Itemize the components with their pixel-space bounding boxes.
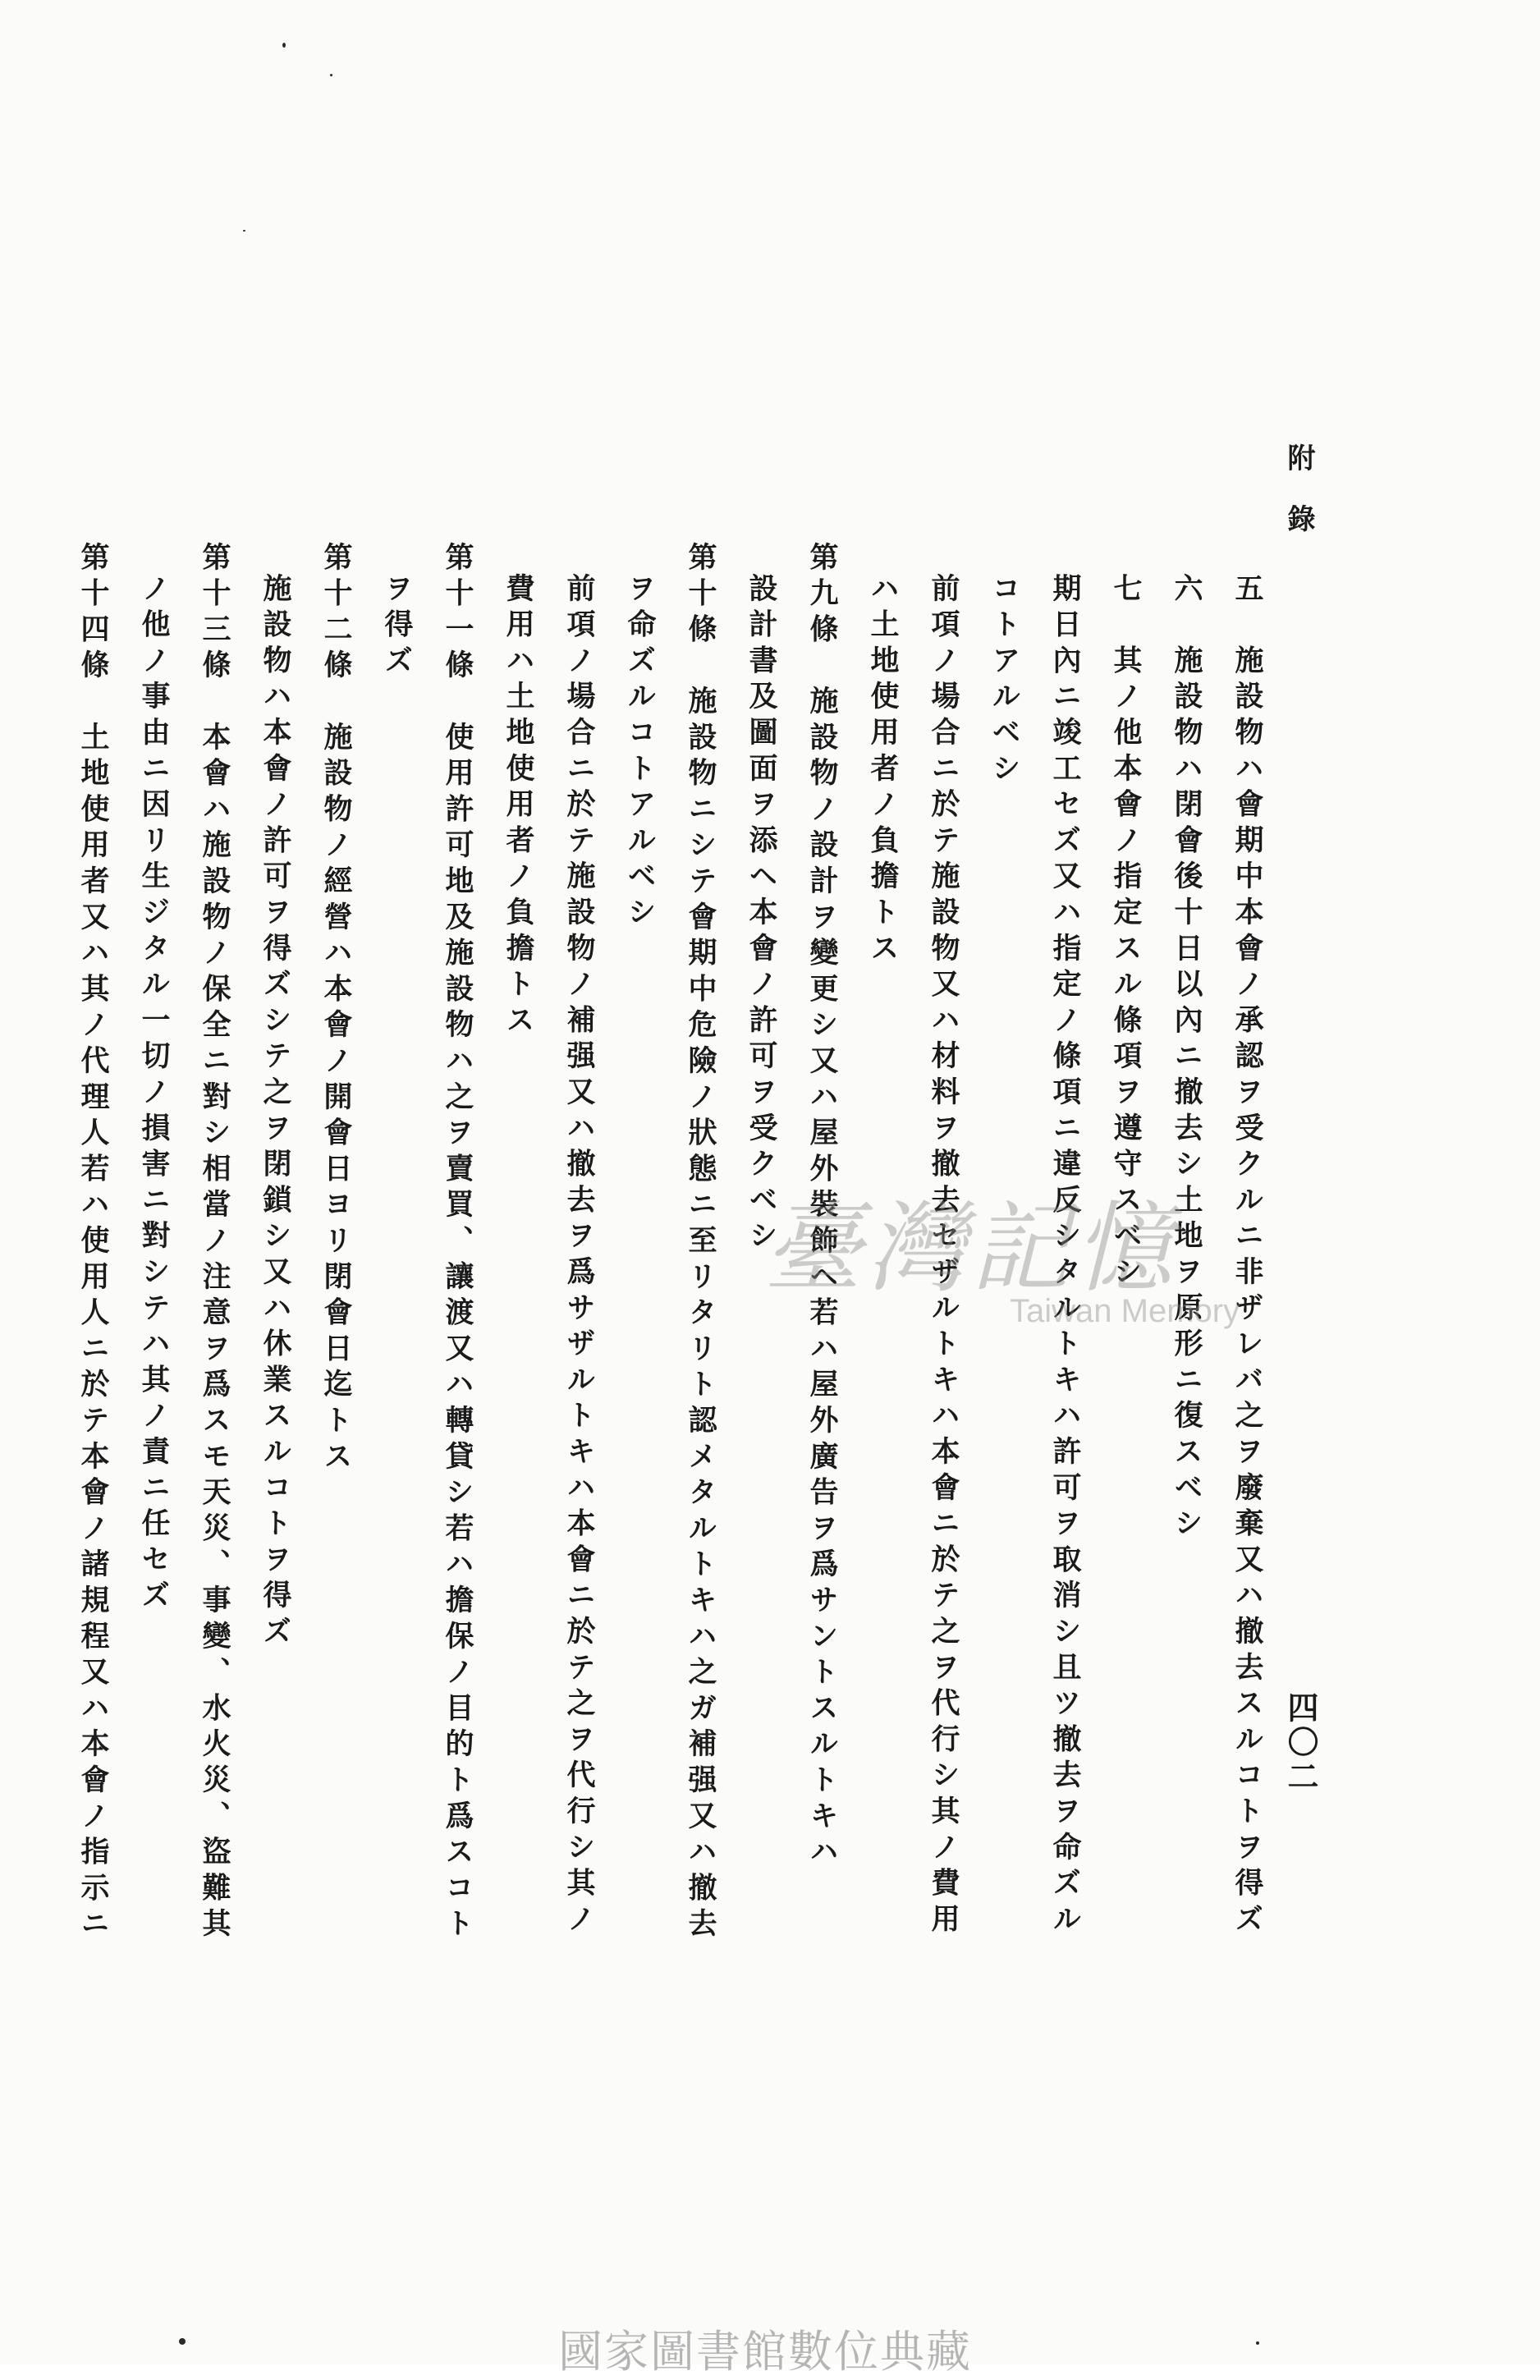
body-column: 前項ノ場合ニ於テ施設物ノ補强又ハ撤去ヲ爲サザルトキハ本會ニ於テ之ヲ代行シ其ノ [562,573,596,1940]
body-column: 第九條 施設物ノ設計ヲ變更シ又ハ屋外裝飾ヘ若ハ屋外廣告ヲ爲サントスルトキハ [805,542,839,1873]
body-column: ヲ命ズルコトアルベシ [623,573,657,933]
body-column: 第十四條 土地使用者又ハ其ノ代理人若ハ使用人ニ於テ本會ノ諸規程又ハ本會ノ指示ニ [76,542,110,1945]
body-column: 施設物ハ本會ノ許可ヲ得ズシテ之ヲ閉鎖シ又ハ休業スルコトヲ得ズ [259,573,292,1652]
body-column: コトアルベシ [988,573,1021,789]
body-column: 前項ノ場合ニ於テ施設物又ハ材料ヲ撤去セザルトキハ本會ニ於テ之ヲ代行シ其ノ費用 [927,573,960,1940]
scan-speck [243,230,245,232]
body-column: ヲ得ズ [380,573,414,681]
watermark-main-text: 臺灣記憶 [763,1192,1177,1306]
scan-speck [330,74,332,76]
section-label: 附錄 [1282,443,1315,565]
page-number: 四〇二 [1282,1691,1319,1795]
body-column: 第十條 施設物ニシテ會期中危險ノ狀態ニ至リタリト認メタルトキハ之ガ補强又ハ撤去 [684,542,717,1945]
archive-footer-label: 國家圖書館數位典藏 [558,2326,972,2378]
body-column: ハ土地使用者ノ負擔トス [866,573,900,969]
scan-speck [1256,2341,1259,2345]
body-column: 七 其ノ他本會ノ指定スル條項ヲ遵守スベシ [1109,573,1143,1292]
body-column: 第十二條 施設物ノ經營ハ本會ノ開會日ヨリ閉會日迄トス [319,542,353,1477]
body-column: 五 施設物ハ會期中本會ノ承認ヲ受クルニ非ザレバ之ヲ廢棄又ハ撤去スルコトヲ得ズ [1231,573,1264,1940]
scan-speck [282,43,286,48]
body-column: 第十一條 使用許可地及施設物ハ之ヲ賣買、讓渡又ハ轉貸シ若ハ擔保ノ目的ト爲スコト [441,542,474,1945]
body-column: 費用ハ土地使用者ノ負擔トス [502,573,535,1041]
watermark [763,1170,1289,1351]
scan-speck [179,2338,186,2345]
body-column: 第十三條 本會ハ施設物ノ保全ニ對シ相當ノ注意ヲ爲スモ天災、事變、水火災、盜難其 [198,542,231,1945]
body-column: ノ他ノ事由ニ因リ生ジタル一切ノ損害ニ對シテハ其ノ責ニ任セズ [137,573,171,1616]
body-column: 六 施設物ハ閉會後十日以內ニ撤去シ土地ヲ原形ニ復スベシ [1170,573,1203,1544]
watermark-sub-text: Taiwan Memory [1010,1293,1240,1329]
body-column: 期日內ニ竣工セズ又ハ指定ノ條項ニ違反シタルトキハ許可ヲ取消シ且ツ撤去ヲ命ズル [1048,573,1082,1940]
body-column: 設計書及圖面ヲ添ヘ本會ノ許可ヲ受クベシ [745,573,778,1257]
